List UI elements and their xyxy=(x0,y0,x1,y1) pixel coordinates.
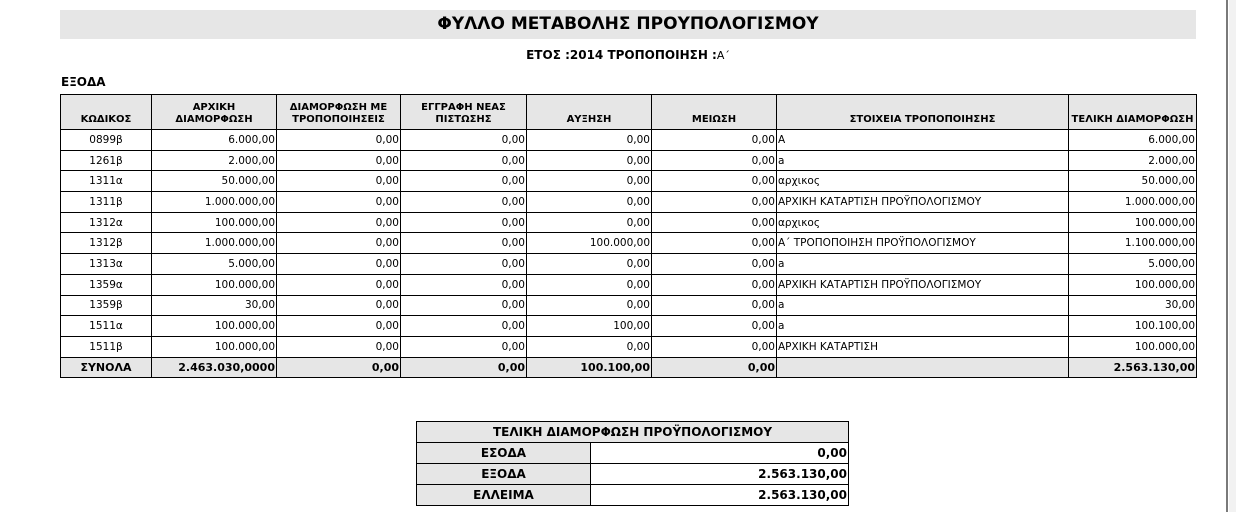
summary-row xyxy=(417,464,849,485)
table-cell: 0,00 xyxy=(527,295,652,316)
table-cell: 0,00 xyxy=(401,336,527,357)
code-cell: 1311β xyxy=(61,192,152,213)
table-cell: 100.000,00 xyxy=(152,336,277,357)
table-cell: 0,00 xyxy=(527,274,652,295)
table-cell: 100.000,00 xyxy=(1069,274,1197,295)
table-cell: 50.000,00 xyxy=(152,171,277,192)
column-header: ΚΩΔΙΚΟΣ xyxy=(61,95,152,130)
table-cell: 100.000,00 xyxy=(1069,336,1197,357)
summary-value: 2.563.130,00 xyxy=(591,464,849,485)
table-cell: 0,00 xyxy=(527,171,652,192)
table-cell: 0,00 xyxy=(401,171,527,192)
totals-cell: 2.463.030,0000 xyxy=(152,357,277,378)
table-cell: 0,00 xyxy=(527,130,652,151)
column-header: ΤΕΛΙΚΗ ΔΙΑΜΟΡΦΩΣΗ xyxy=(1069,95,1197,130)
table-cell: 0,00 xyxy=(652,254,777,275)
table-cell: 50.000,00 xyxy=(1069,171,1197,192)
code-cell: 1312β xyxy=(61,233,152,254)
budget-table xyxy=(60,94,1197,378)
table-row xyxy=(61,316,1197,337)
table-cell: 0,00 xyxy=(652,316,777,337)
table-cell: 0,00 xyxy=(277,254,401,275)
table-cell: 0,00 xyxy=(277,150,401,171)
column-header: ΑΡΧΙΚΗ ΔΙΑΜΟΡΦΩΣΗ xyxy=(152,95,277,130)
table-cell: 100,00 xyxy=(527,316,652,337)
summary-label: ΕΞΟΔΑ xyxy=(417,464,591,485)
table-cell: a xyxy=(777,295,1069,316)
table-cell: 0,00 xyxy=(652,274,777,295)
table-cell: 100.000,00 xyxy=(152,316,277,337)
table-row xyxy=(61,336,1197,357)
table-cell: 0,00 xyxy=(652,336,777,357)
code-cell: 1313α xyxy=(61,254,152,275)
code-cell: 1311α xyxy=(61,171,152,192)
code-cell: 1312α xyxy=(61,212,152,233)
table-cell: 1.000.000,00 xyxy=(152,233,277,254)
table-row xyxy=(61,274,1197,295)
section-label: ΕΞΟΔΑ xyxy=(61,75,106,89)
window-border xyxy=(1226,0,1228,512)
table-row xyxy=(61,192,1197,213)
table-cell: 0,00 xyxy=(652,171,777,192)
totals-cell: 100.100,00 xyxy=(527,357,652,378)
code-cell: 1359α xyxy=(61,274,152,295)
table-cell: 100.000,00 xyxy=(152,274,277,295)
table-cell: 0,00 xyxy=(401,130,527,151)
scrollbar-track[interactable] xyxy=(1229,0,1236,512)
table-cell: ΑΡΧΙΚΗ ΚΑΤΑΡΤΙΣΗ xyxy=(777,336,1069,357)
column-header: ΜΕΙΩΣΗ xyxy=(652,95,777,130)
table-cell: 0,00 xyxy=(277,192,401,213)
table-cell: 0,00 xyxy=(277,336,401,357)
table-cell: 0,00 xyxy=(652,130,777,151)
table-cell: 1.100.000,00 xyxy=(1069,233,1197,254)
table-cell: Α΄ ΤΡΟΠΟΠΟΙΗΣΗ ΠΡΟΫΠΟΛΟΓΙΣΜΟΥ xyxy=(777,233,1069,254)
table-cell: 0,00 xyxy=(401,254,527,275)
table-row xyxy=(61,150,1197,171)
table-cell: 100.000,00 xyxy=(1069,212,1197,233)
table-cell: 0,00 xyxy=(401,233,527,254)
table-cell: 5.000,00 xyxy=(1069,254,1197,275)
table-cell: 30,00 xyxy=(1069,295,1197,316)
table-cell: 2.000,00 xyxy=(1069,150,1197,171)
table-row xyxy=(61,171,1197,192)
summary-row xyxy=(417,485,849,506)
modification-label: Α΄ xyxy=(716,49,730,62)
code-cell: 0899β xyxy=(61,130,152,151)
table-cell: 0,00 xyxy=(401,316,527,337)
table-row xyxy=(61,130,1197,151)
table-cell: 0,00 xyxy=(277,171,401,192)
table-cell: 0,00 xyxy=(277,212,401,233)
code-cell: 1261β xyxy=(61,150,152,171)
table-cell: 1.000.000,00 xyxy=(152,192,277,213)
table-cell: 0,00 xyxy=(277,295,401,316)
table-cell: 5.000,00 xyxy=(152,254,277,275)
table-cell: 0,00 xyxy=(401,192,527,213)
table-cell: 0,00 xyxy=(652,212,777,233)
report-subtitle xyxy=(60,45,1196,66)
table-cell: 0,00 xyxy=(652,233,777,254)
table-cell: 100.100,00 xyxy=(1069,316,1197,337)
column-header: ΔΙΑΜΟΡΦΩΣΗ ΜΕ ΤΡΟΠΟΠΟΙΗΣΕΙΣ xyxy=(277,95,401,130)
table-cell: 0,00 xyxy=(527,254,652,275)
table-cell: αρχικος xyxy=(777,171,1069,192)
table-cell: 0,00 xyxy=(277,130,401,151)
column-header: ΑΥΞΗΣΗ xyxy=(527,95,652,130)
code-cell: 1511α xyxy=(61,316,152,337)
code-cell: 1359β xyxy=(61,295,152,316)
totals-row xyxy=(61,357,1197,378)
table-cell: 30,00 xyxy=(152,295,277,316)
table-cell: 6.000,00 xyxy=(152,130,277,151)
table-cell: 100.000,00 xyxy=(152,212,277,233)
code-cell: 1511β xyxy=(61,336,152,357)
table-cell: Α xyxy=(777,130,1069,151)
year-label: ΕΤΟΣ :2014 ΤΡΟΠΟΠΟΙΗΣΗ : xyxy=(526,48,717,62)
table-cell: ΑΡΧΙΚΗ ΚΑΤΑΡΤΙΣΗ ΠΡΟΫΠΟΛΟΓΙΣΜΟΥ xyxy=(777,192,1069,213)
summary-header: ΤΕΛΙΚΗ ΔΙΑΜΟΡΦΩΣΗ ΠΡΟΫΠΟΛΟΓΙΣΜΟΥ xyxy=(417,422,849,443)
table-row xyxy=(61,233,1197,254)
table-cell: a xyxy=(777,150,1069,171)
summary-row xyxy=(417,443,849,464)
table-cell: 0,00 xyxy=(527,336,652,357)
table-cell: 0,00 xyxy=(277,233,401,254)
summary-label: ΕΛΛΕΙΜΑ xyxy=(417,485,591,506)
table-cell: 0,00 xyxy=(401,150,527,171)
summary-table xyxy=(416,421,849,506)
table-cell: 0,00 xyxy=(277,316,401,337)
table-cell: 0,00 xyxy=(401,274,527,295)
table-row xyxy=(61,254,1197,275)
table-cell: ΑΡΧΙΚΗ ΚΑΤΑΡΤΙΣΗ ΠΡΟΫΠΟΛΟΓΙΣΜΟΥ xyxy=(777,274,1069,295)
totals-cell: 2.563.130,00 xyxy=(1069,357,1197,378)
table-cell: 0,00 xyxy=(401,295,527,316)
table-row xyxy=(61,295,1197,316)
column-header: ΣΤΟΙΧΕΙΑ ΤΡΟΠΟΠΟΙΗΣΗΣ xyxy=(777,95,1069,130)
totals-cell: 0,00 xyxy=(401,357,527,378)
totals-label: ΣΥΝΟΛΑ xyxy=(61,357,152,378)
column-header: ΕΓΓΡΑΦΗ ΝΕΑΣ ΠΙΣΤΩΣΗΣ xyxy=(401,95,527,130)
table-cell: 0,00 xyxy=(652,150,777,171)
table-cell: 2.000,00 xyxy=(152,150,277,171)
table-cell: 100.000,00 xyxy=(527,233,652,254)
table-cell: 0,00 xyxy=(527,192,652,213)
totals-cell xyxy=(777,357,1069,378)
totals-cell: 0,00 xyxy=(277,357,401,378)
table-cell: 0,00 xyxy=(652,192,777,213)
table-cell: 0,00 xyxy=(527,150,652,171)
summary-label: ΕΣΟΔΑ xyxy=(417,443,591,464)
totals-cell: 0,00 xyxy=(652,357,777,378)
table-cell: a xyxy=(777,316,1069,337)
table-cell: 0,00 xyxy=(401,212,527,233)
table-cell: 1.000.000,00 xyxy=(1069,192,1197,213)
table-row xyxy=(61,212,1197,233)
page-title: ΦΥΛΛΟ ΜΕΤΑΒΟΛΗΣ ΠΡΟΥΠΟΛΟΓΙΣΜΟΥ xyxy=(60,10,1196,39)
table-header-row xyxy=(61,95,1197,130)
table-cell: a xyxy=(777,254,1069,275)
summary-value: 2.563.130,00 xyxy=(591,485,849,506)
table-cell: 0,00 xyxy=(527,212,652,233)
table-cell: 0,00 xyxy=(652,295,777,316)
summary-value: 0,00 xyxy=(591,443,849,464)
table-cell: 6.000,00 xyxy=(1069,130,1197,151)
table-cell: 0,00 xyxy=(277,274,401,295)
table-cell: αρχικος xyxy=(777,212,1069,233)
